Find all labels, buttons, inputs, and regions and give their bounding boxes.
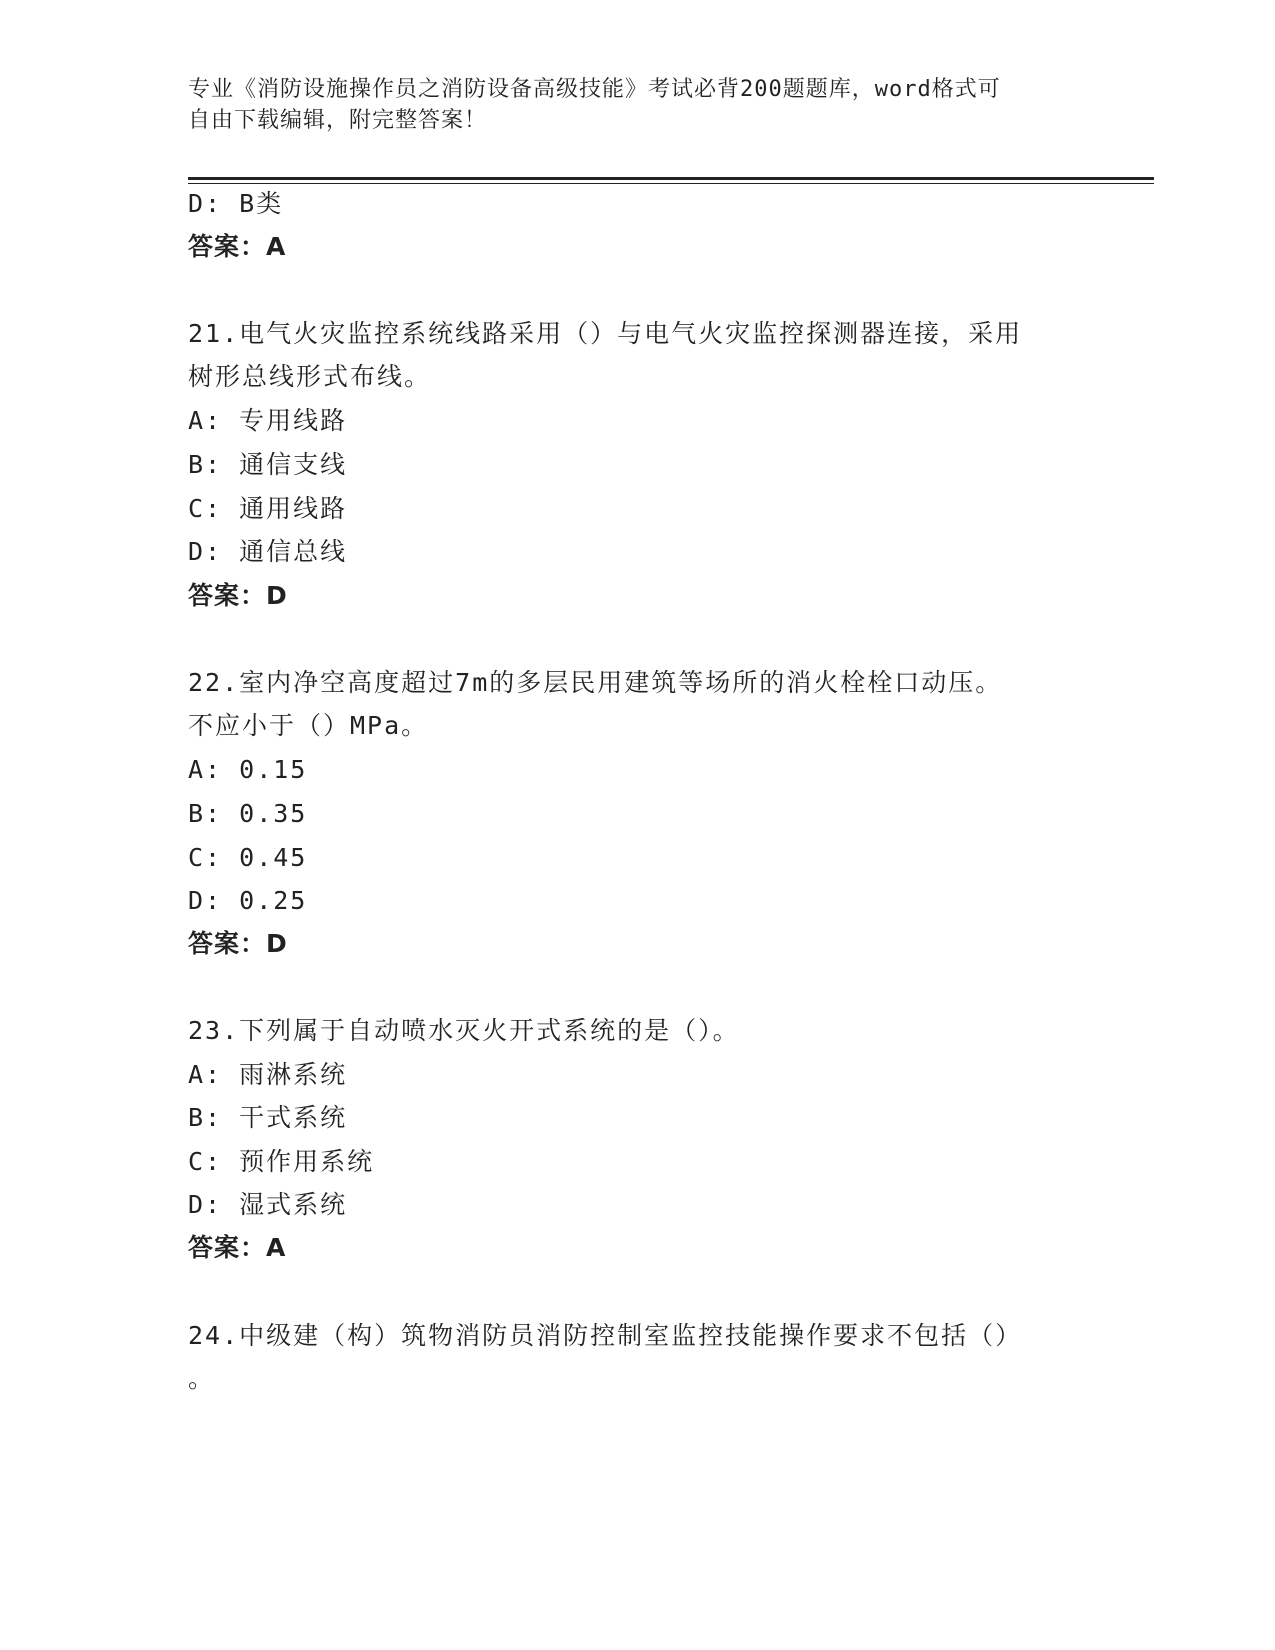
question-22-option-c: C: 0.45 [188,843,308,872]
question-24-stem-line-2: 。 [188,1364,216,1393]
question-23-option-b: B: 干式系统 [188,1103,348,1132]
question-22-answer: 答案：D [188,929,288,958]
question-21-stem-line-1: 21.电气火灾监控系统线路采用（）与电气火灾监控探测器连接，采用 [188,319,1023,348]
question-21-option-b: B: 通信支线 [188,450,348,479]
header-divider-thin [188,183,1154,184]
question-22-option-a: A: 0.15 [188,755,308,784]
question-21-option-a: A: 专用线路 [188,406,348,435]
question-21-answer: 答案：D [188,581,288,610]
carryover-option-d: D: B类 [188,189,284,218]
question-21-stem-line-2: 树形总线形式布线。 [188,362,432,391]
question-23-option-d: D: 湿式系统 [188,1190,348,1219]
question-22-option-d: D: 0.25 [188,886,308,915]
question-22-stem-line-2: 不应小于（）MPa。 [188,711,429,740]
question-21-option-d: D: 通信总线 [188,537,348,566]
question-22-option-b: B: 0.35 [188,799,308,828]
question-21-option-c: C: 通用线路 [188,494,348,523]
document-header [188,74,1068,136]
header-divider-thick [188,177,1154,180]
question-23-stem-line-1: 23.下列属于自动喷水灭火开式系统的是（）。 [188,1016,740,1045]
carryover-answer: 答案：A [188,232,287,261]
question-23-option-c: C: 预作用系统 [188,1147,375,1176]
question-23-option-a: A: 雨淋系统 [188,1060,348,1089]
header-title-line-1: 专业《消防设施操作员之消防设备高级技能》考试必背200题题库，word格式可 [188,77,1001,102]
header-title-line-2: 自由下载编辑，附完整答案！ [188,108,488,133]
question-23-answer: 答案：A [188,1233,287,1262]
question-24-stem-line-1: 24.中级建（构）筑物消防员消防控制室监控技能操作要求不包括（） [188,1321,1023,1350]
question-22-stem-line-1: 22.室内净空高度超过7m的多层民用建筑等场所的消火栓栓口动压。 [188,668,1003,697]
